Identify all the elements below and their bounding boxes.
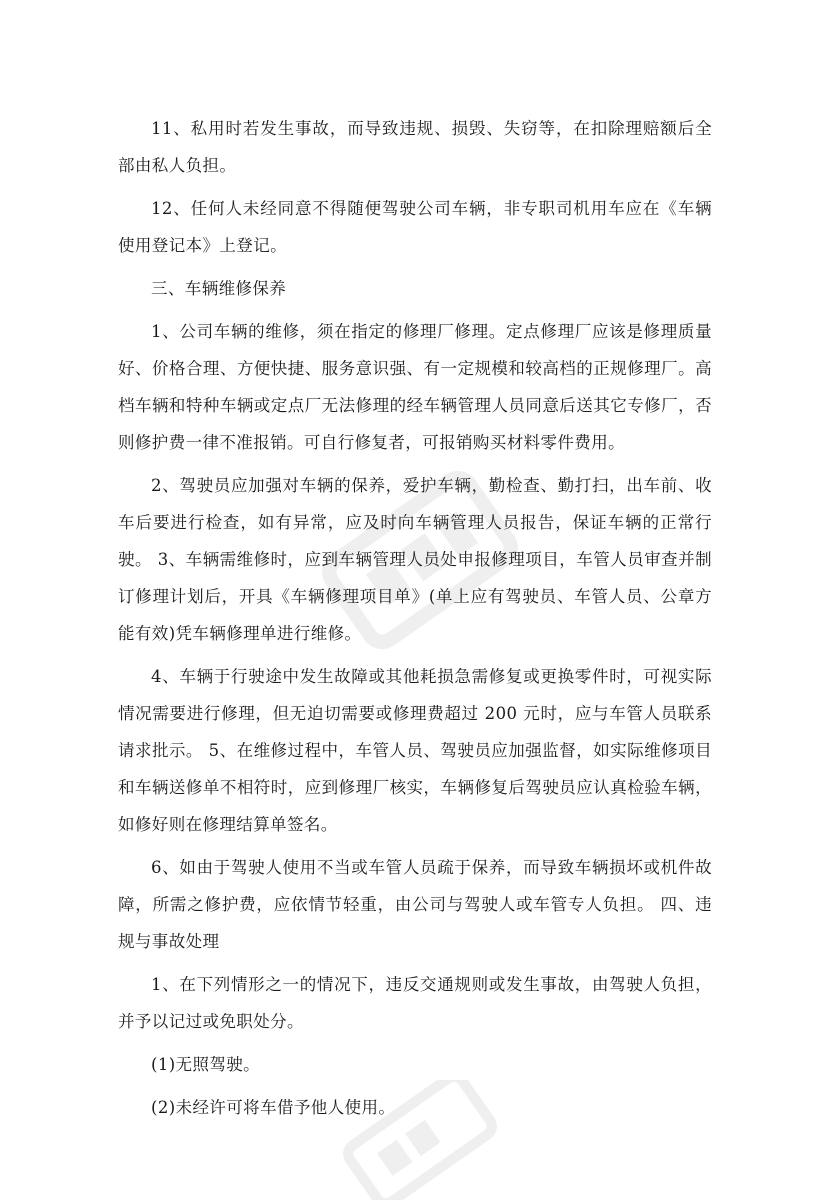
list-item-no-license: (1)无照驾驶。 bbox=[151, 1055, 261, 1074]
paragraph-maintenance-6: 6、如由于驾驶人使用不当或车管人员疏于保养，而导致车辆损坏或机件故障，所需之修护费，应依情节轻重，由公司与驾驶人或车管专人负担。 四、违规与事故处理 bbox=[118, 858, 712, 951]
paragraph-maintenance-1: 1、公司车辆的维修，须在指定的修理厂修理。定点修理厂应该是修理质量好、价格合理、方便快捷、服务意识强、有一定规模和较高档的正规修理厂。高档车辆和特种车辆或定点厂无法修理的经车辆管理人员同意后送其它专修厂，否则修护费一律不准报销。可自行修复者，可报销购买材料零件费用。 bbox=[118, 322, 712, 452]
paragraph-12: 12、任何人未经同意不得随便驾驶公司车辆，非专职司机用车应在《车辆使用登记本》上登记。 bbox=[118, 199, 712, 255]
paragraph-maintenance-2-3: 2、驾驶员应加强对车辆的保养，爱护车辆，勤检查、勤打扫，出车前、收车后要进行检查，如有异常，应及时向车辆管理人员报告，保证车辆的正常行驶。 3、车辆需维修时，应到车辆管理人员处申报修理项目，车管人员审查并制订修理计划后，开具《车辆修理项目单》(单上应有驾驶员、车管人员、公章方能有效)凭车辆修理单进行维修。 bbox=[118, 476, 712, 643]
section-heading-maintenance: 三、车辆维修保养 bbox=[151, 279, 287, 298]
document-body bbox=[118, 110, 712, 1132]
paragraph-violation-1: 1、在下列情形之一的情况下，违反交通规则或发生事故，由驾驶人负担，并予以记过或免职处分。 bbox=[118, 975, 712, 1031]
list-item-lend-vehicle: (2)未经许可将车借予他人使用。 bbox=[151, 1098, 396, 1117]
paragraph-maintenance-4-5: 4、车辆于行驶途中发生故障或其他耗损急需修复或更换零件时，可视实际情况需要进行修理，但无迫切需要或修理费超过 200 元时，应与车管人员联系请求批示。 5、在维修过程中，车管人员、驾驶员应加强监督，如实际维修项目和车辆送修单不相符时，应到修理厂核实，车辆修复后驾驶员应认真检验车辆，如修好则在修理结算单签名。 bbox=[118, 667, 712, 834]
paragraph-11: 11、私用时若发生事故，而导致违规、损毁、失窃等，在扣除理赔额后全部由私人负担。 bbox=[118, 119, 712, 175]
